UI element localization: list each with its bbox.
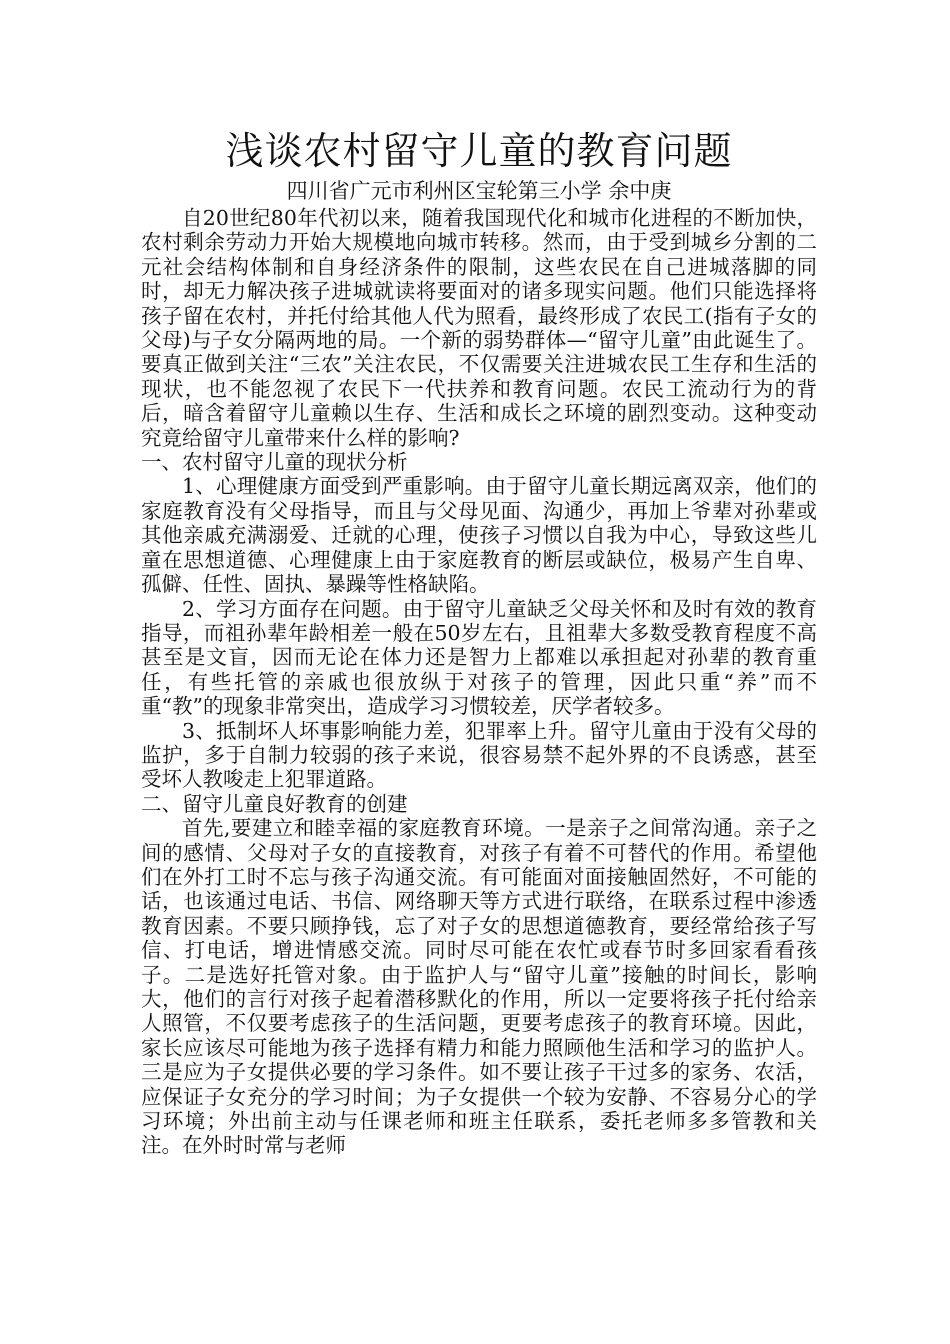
section-1-heading: 一、农村留守儿童的现状分析 xyxy=(141,450,408,475)
section-1-paragraph-2: 2、学习方面存在问题。由于留守儿童缺乏父母关怀和及时有效的教育指导，而祖孙辈年龄相差一般在50岁左右，且祖辈大多数受教育程度不高甚至是文盲，因而无论在体力还是智力上都难以承担起对孙辈的教育重任，有些托管的亲戚也很放纵于对孩子的管理，因此只重“养”而不重“教”的现象非常突出，造成学习习惯较差，厌学者较多。 xyxy=(141,596,817,719)
document-page xyxy=(141,125,817,1158)
section-2-paragraph-1: 首先,要建立和睦幸福的家庭教育环境。一是亲子之间常沟通。亲子之间的感情、父母对子女的直接教育，对孩子有着不可替代的作用。希望他们在外打工时不忘与孩子沟通交流。有可能面对面接触固然好，不可能的话，也该通过电话、书信、网络聊天等方式进行联络，在联系过程中渗透教育因素。不要只顾挣钱，忘了对子女的思想道德教育，要经常给孩子写信、打电话，增进情感交流。同时尽可能在农忙或春节时多回家看看孩子。二是选好托管对象。由于监护人与“留守儿童”接触的时间长，影响大，他们的言行对孩子起着潜移默化的作用，所以一定要将孩子托付给亲人照管，不仅要考虑孩子的生活问题，更要考虑孩子的教育环境。因此，家长应该尽可能地为孩子选择有精力和能力照顾他生活和学习的监护人。三是应为子女提供必要的学习条件。如不要让孩子干过多的家务、农活，应保证子女充分的学习时间；为子女提供一个较为安静、不容易分心的学习环境；外出前主动与任课老师和班主任联系，委托老师多多管教和关注。在外时时常与老师 xyxy=(141,816,817,1158)
document-title: 浅谈农村留守儿童的教育问题 xyxy=(225,129,733,173)
intro-paragraph: 自20世纪80年代初以来，随着我国现代化和城市化进程的不断加快，农村剩余劳动力开始大规模地向城市转移。然而，由于受到城乡分割的二元社会结构体制和自身经济条件的限制，这些农民在自己进城落脚的同时，却无力解决孩子进城就读将要面对的诸多现实问题。他们只能选择将孩子留在农村，并托付给其他人代为照看，最终形成了农民工(指有子女的父母)与子女分隔两地的局。一个新的弱势群体—“留守儿童”由此诞生了。要真正做到关注“三农”关注农民，不仅需要关注进城农民工生存和生活的现状，也不能忽视了农民下一代扶养和教育问题。农民工流动行为的背后，暗含着留守儿童赖以生存、生活和成长之环境的剧烈变动。这种变动究竟给留守儿童带来什么样的影响? xyxy=(141,206,817,450)
section-1-paragraph-1: 1、心理健康方面受到严重影响。由于留守儿童长期远离双亲，他们的家庭教育没有父母指导，而且与父母见面、沟通少，再加上爷辈对孙辈或其他亲戚充满溺爱、迁就的心理，使孩子习惯以自我为中心，导致这些儿童在思想道德、心理健康上由于家庭教育的断层或缺位，极易产生自卑、孤僻、任性、固执、暴躁等性格缺陷。 xyxy=(141,474,817,597)
section-1-paragraph-3: 3、抵制坏人坏事影响能力差，犯罪率上升。留守儿童由于没有父母的监护，多于自制力较弱的孩子来说，很容易禁不起外界的不良诱惑，甚至受坏人教唆走上犯罪道路。 xyxy=(141,718,817,792)
author-line: 四川省广元市利州区宝轮第三小学 余中庚 xyxy=(286,179,672,203)
section-2-heading: 二、留守儿童良好教育的创建 xyxy=(141,791,408,816)
